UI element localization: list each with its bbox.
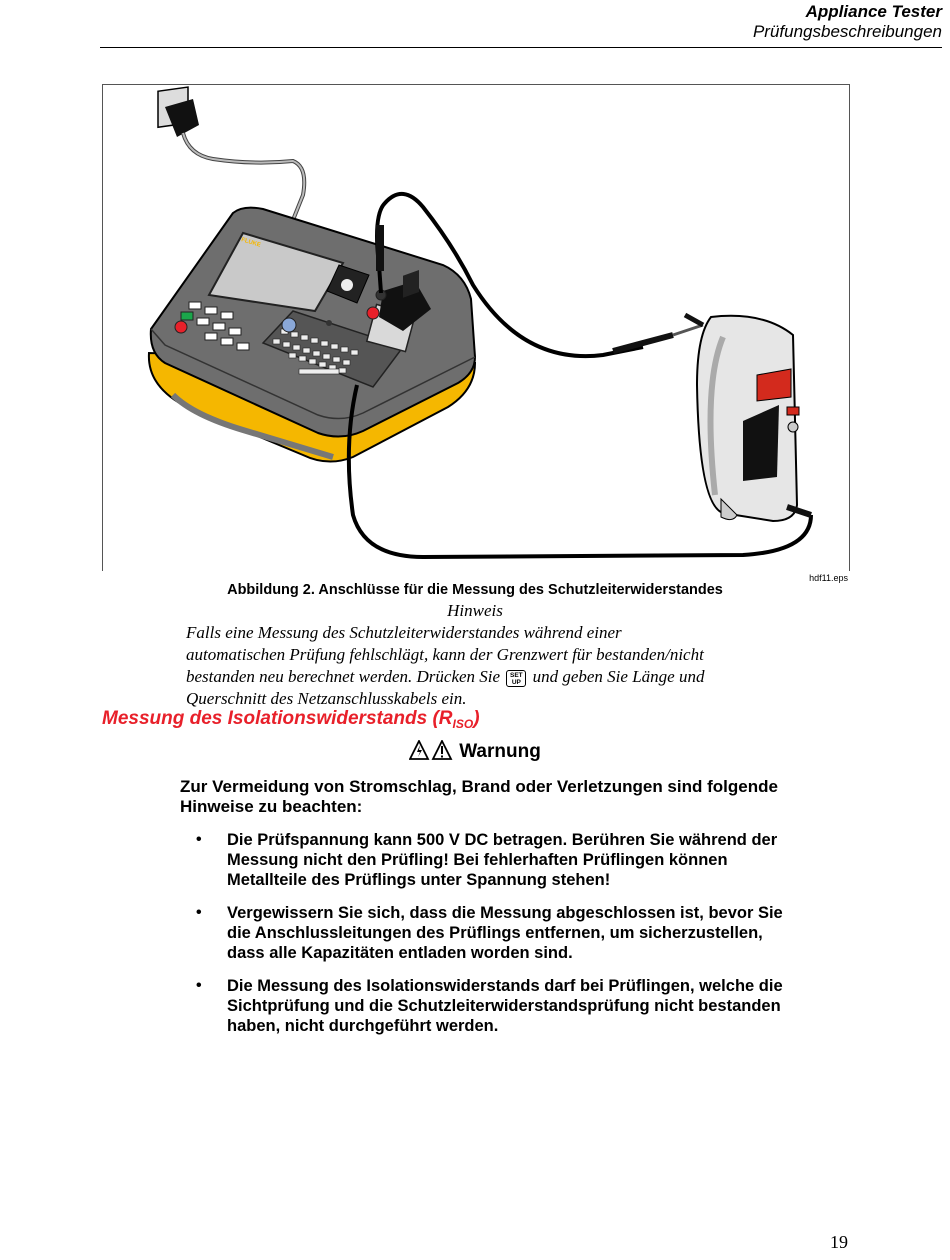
list-item: • Vergewissern Sie sich, dass die Messung abgeschlossen ist, bevor Sie die Anschlussleitungen des Prüflings entfernen, um sicherzustellen, dass alle Kapazitäten entladen worden sind.	[196, 903, 796, 963]
list-item: • Die Prüfspannung kann 500 V DC betragen. Berühren Sie während der Messung nicht den Prüfling! Bei fehlerhaften Prüflingen können Metallteile des Prüflings unter Spannung stehen!	[196, 830, 796, 890]
warning-heading	[0, 740, 950, 766]
setup-key-icon	[506, 670, 526, 687]
note-line-2: automatischen Prüfung fehlschlägt, kann der Grenzwert für bestanden/nicht	[186, 645, 704, 664]
svg-text:FLUKE: FLUKE	[240, 237, 262, 249]
note-title: Hinweis	[447, 601, 503, 620]
warning-list	[196, 830, 796, 1049]
note-line-3	[186, 666, 786, 688]
warning-intro: Zur Vermeidung von Stromschlag, Brand oder Verletzungen sind folgende Hinweise zu beachten:	[180, 777, 778, 816]
setup-key-bottom: UP	[511, 679, 521, 686]
appliance-tester-device	[149, 208, 475, 462]
figure-filename: hdf11.eps	[809, 573, 848, 583]
header-title: Appliance Tester	[805, 2, 942, 21]
section-heading-subscript: ISO	[452, 717, 474, 731]
note-line-4: Querschnitt des Netzanschlusskabels ein.	[186, 689, 467, 708]
note-body	[186, 622, 786, 710]
section-heading	[102, 708, 480, 731]
warning-label: Warnung	[459, 741, 541, 762]
setup-key-top: SET	[510, 672, 523, 679]
tester-with-iron-drawing	[103, 85, 849, 571]
section-heading-main: Messung des Isolationswiderstands (R	[102, 708, 453, 729]
flat-iron-appliance	[685, 315, 811, 521]
header-rule	[100, 47, 942, 48]
warning-triangle-icons	[409, 740, 453, 766]
list-item: • Die Messung des Isolationswiderstands darf bei Prüflingen, welche die Sichtprüfung und die Schutzleiterwiderstandsprüfung nicht bestanden haben, nicht durchgeführt werden.	[196, 976, 796, 1036]
wall-plug-icon	[158, 87, 304, 225]
note-line-3-end: und geben Sie Länge und	[532, 667, 705, 686]
note-line-3-start: bestanden neu berechnet werden. Drücken Sie	[186, 667, 501, 686]
note-line-1: Falls eine Messung des Schutzleiterwiderstandes während einer	[186, 623, 622, 642]
page-number: 19	[830, 1232, 848, 1252]
figure-caption: Abbildung 2. Anschlüsse für die Messung des Schutzleiterwiderstandes	[227, 582, 723, 598]
figure-illustration	[102, 84, 850, 571]
header-subtitle: Prüfungsbeschreibungen	[752, 22, 942, 41]
section-heading-end: )	[473, 708, 480, 729]
